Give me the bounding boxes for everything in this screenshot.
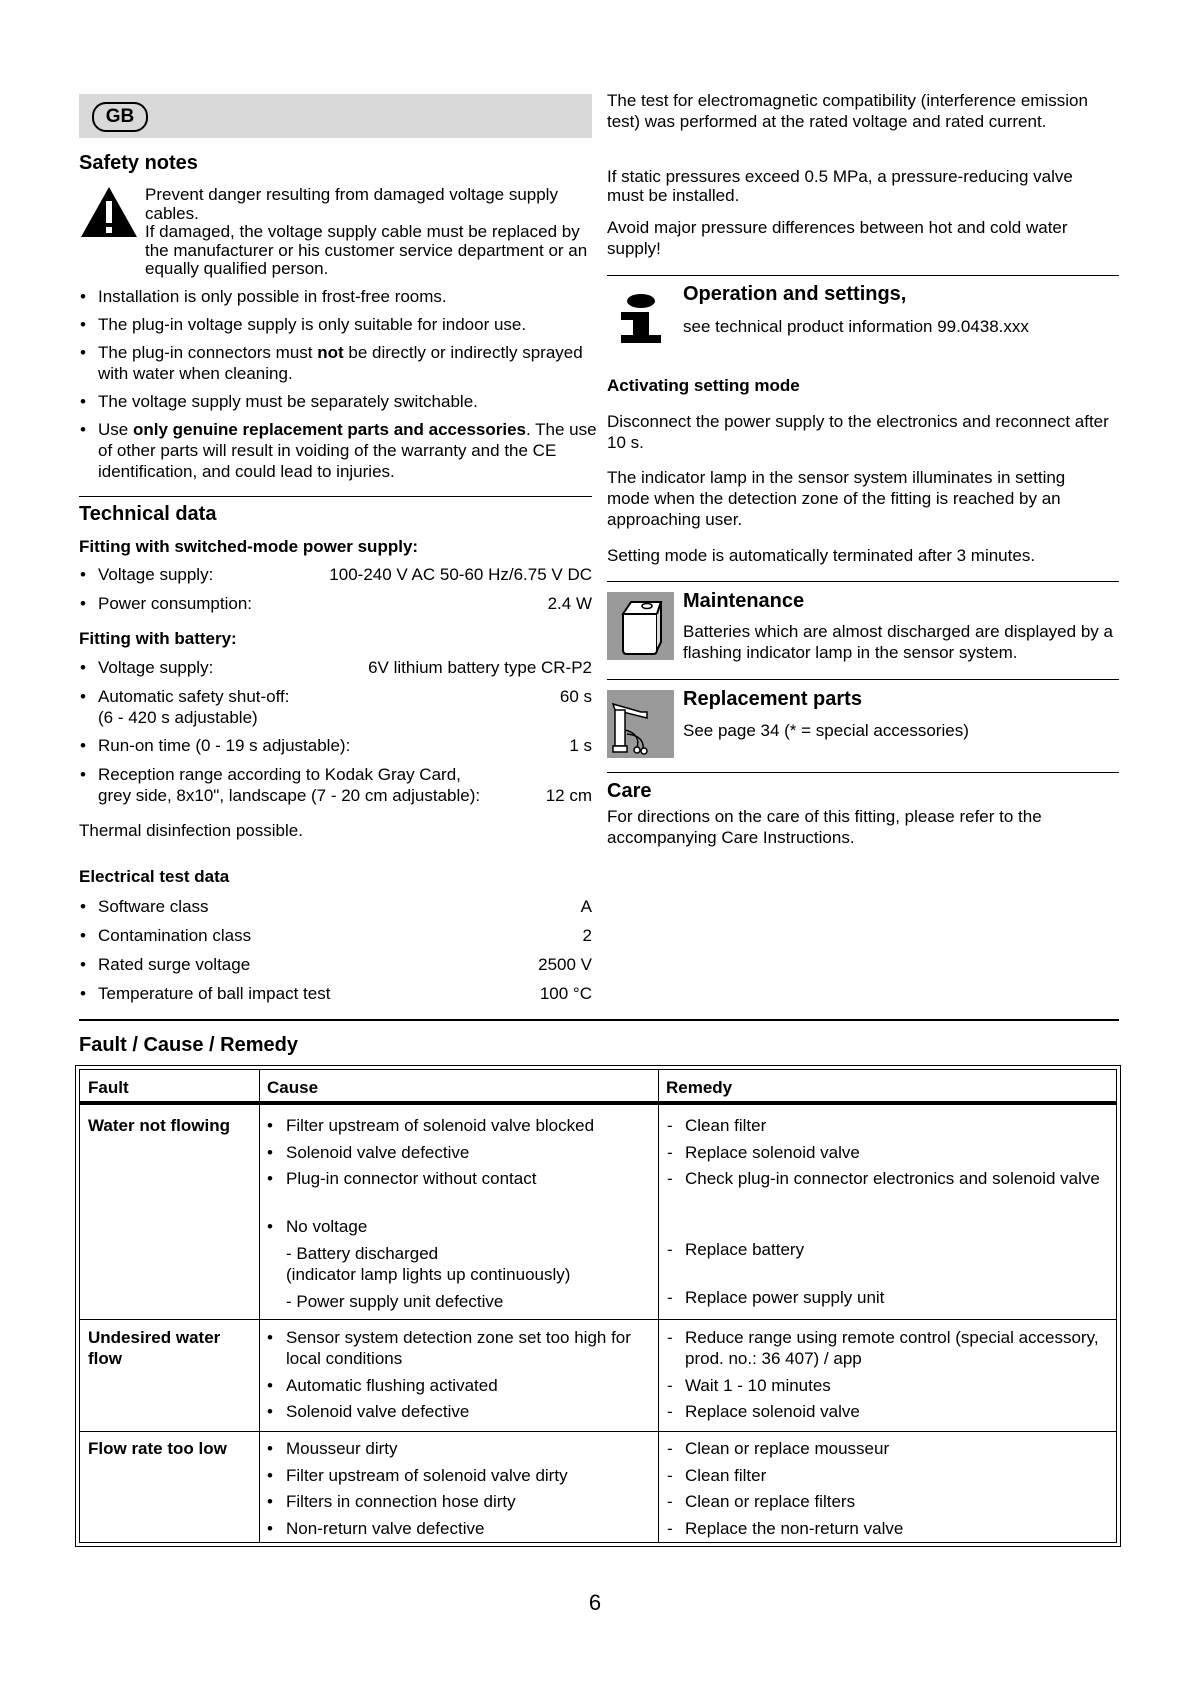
text-span: The plug-in connectors must — [98, 343, 318, 362]
cause-item: • Filter upstream of solenoid valve blocked — [267, 1115, 661, 1136]
remedy-item: - Reduce range using remote control (special accessory, prod. no.: 36 407) / app — [666, 1327, 1105, 1369]
divider — [79, 1019, 1119, 1021]
safety-bullet: • The plug-in voltage supply is only suitable for indoor use. — [79, 314, 598, 335]
remedy-item: - Replace solenoid valve — [666, 1401, 1105, 1422]
divider — [607, 679, 1119, 680]
spec-row — [79, 954, 592, 975]
cause-item: • Filter upstream of solenoid valve dirty — [267, 1465, 661, 1486]
spec-row — [79, 686, 592, 728]
pressure-difference-note: Avoid major pressure differences between hot and cold water supply! — [607, 218, 1068, 258]
remedy-item: - Replace solenoid valve — [666, 1142, 1105, 1163]
activating-text: Disconnect the power supply to the electronics and reconnect after 10 s. — [607, 412, 1109, 452]
spec-row — [79, 564, 592, 585]
cause-item: • No voltage — [267, 1216, 661, 1237]
text-span: . The use of other parts will result in voiding of the warranty and the CE identification, and could lead to injuries. — [98, 420, 597, 481]
cause-item: • Automatic flushing activated — [267, 1375, 661, 1396]
activating-text: Setting mode is automatically terminated after 3 minutes. — [607, 546, 1036, 565]
maintenance-title: Maintenance — [683, 590, 805, 612]
spec-label: Voltage supply: — [98, 658, 214, 677]
spec-label: Temperature of ball impact test — [98, 984, 331, 1003]
bold-span: only genuine replacement parts and accessories — [132, 420, 527, 439]
divider — [607, 581, 1119, 582]
faucet-icon — [607, 690, 674, 758]
safety-bullet-connectors — [79, 342, 598, 384]
remedy-item: - Replace power supply unit — [666, 1287, 1105, 1308]
spec-row — [79, 764, 592, 806]
spec-value: 12 cm — [545, 786, 592, 805]
row-divider — [80, 1431, 1116, 1432]
header-fault: Fault — [88, 1078, 129, 1097]
pressure-note: If static pressures exceed 0.5 MPa, a pressure-reducing valve must be installed. — [607, 167, 1073, 205]
cause-item: • Plug-in connector without contact — [267, 1168, 661, 1189]
replacement-parts-title: Replacement parts — [683, 688, 862, 710]
fault-cell: Water not flowing — [88, 1116, 230, 1135]
fault-table-title: Fault / Cause / Remedy — [79, 1034, 298, 1056]
remedy-item: - Replace battery — [666, 1239, 1105, 1260]
remedy-item: - Clean filter — [666, 1115, 1105, 1136]
safety-notes-title: Safety notes — [79, 152, 198, 174]
safety-bullet: • The voltage supply must be separately switchable. — [79, 391, 598, 412]
spec-row — [79, 925, 592, 946]
cause-item: • Mousseur dirty — [267, 1438, 661, 1459]
fault-table — [75, 1065, 1121, 1547]
row-divider — [80, 1319, 1116, 1320]
text-span: Use — [98, 420, 133, 439]
cause-subitem: - Power supply unit defective — [286, 1292, 504, 1311]
warning-icon — [79, 185, 139, 239]
remedy-item: - Replace the non-return valve — [666, 1518, 1105, 1539]
replacement-parts-text: See page 34 (* = special accessories) — [683, 721, 969, 740]
spec-label-2: grey side, 8x10", landscape (7 - 20 cm adjustable): — [98, 786, 481, 805]
spec-row — [79, 983, 592, 1004]
spec-label: Power consumption: — [98, 594, 253, 613]
spec-label-2: (6 - 420 s adjustable) — [98, 708, 258, 727]
maintenance-text: Batteries which are almost discharged are displayed by a flashing indicator lamp in the sensor system. — [683, 622, 1113, 662]
spec-value: A — [580, 897, 592, 916]
divider — [79, 496, 592, 497]
operation-settings-text: see technical product information 99.0438.xxx — [683, 317, 1029, 336]
fault-cell: Undesired water flow — [88, 1328, 221, 1368]
activating-setting-mode-title: Activating setting mode — [607, 376, 800, 395]
cause-item: • Non-return valve defective — [267, 1518, 661, 1539]
fault-table-grid — [79, 1069, 1117, 1543]
safety-bullet: • Installation is only possible in frost-free rooms. — [79, 286, 598, 307]
electrical-test-title: Electrical test data — [79, 867, 230, 886]
care-title: Care — [607, 780, 652, 802]
spec-row — [79, 896, 592, 917]
activating-text: The indicator lamp in the sensor system illuminates in setting mode when the detection zone of the fitting is reached by an approaching user. — [607, 468, 1066, 529]
header-divider — [80, 1101, 1116, 1105]
spec-value: 6V lithium battery type CR-P2 — [368, 658, 592, 677]
cause-item: • Sensor system detection zone set too high for local conditions — [267, 1327, 661, 1369]
cause-item: • Solenoid valve defective — [267, 1401, 661, 1422]
spec-value: 2.4 W — [547, 594, 592, 613]
remedy-item: - Clean filter — [666, 1465, 1105, 1486]
language-badge: GB — [92, 102, 148, 132]
spec-value: 2 — [582, 926, 592, 945]
spec-label: Voltage supply: — [98, 565, 214, 584]
thermal-note: Thermal disinfection possible. — [79, 821, 303, 840]
safety-bullet-parts — [79, 419, 598, 482]
cause-item: • Solenoid valve defective — [267, 1142, 661, 1163]
divider — [607, 275, 1119, 276]
emc-note: The test for electromagnetic compatibility (interference emission test) was performed at the rated voltage and rated current. — [607, 91, 1088, 131]
page-number: 6 — [588, 1590, 602, 1615]
battery-title: Fitting with battery: — [79, 629, 237, 648]
battery-icon — [607, 592, 674, 660]
care-text: For directions on the care of this fitting, please refer to the accompanying Care Instructions. — [607, 807, 1042, 847]
header-remedy: Remedy — [666, 1078, 733, 1097]
spec-label: Reception range according to Kodak Gray Card, — [98, 765, 461, 784]
spec-label: Contamination class — [98, 926, 252, 945]
text-span: be directly or indirectly sprayed with water when cleaning. — [98, 343, 583, 383]
spec-label: Rated surge voltage — [98, 955, 251, 974]
spec-value: 60 s — [559, 687, 592, 706]
spec-value: 100-240 V AC 50-60 Hz/6.75 V DC — [329, 565, 592, 584]
technical-data-title: Technical data — [79, 503, 217, 525]
remedy-item: - Wait 1 - 10 minutes — [666, 1375, 1105, 1396]
divider — [607, 772, 1119, 773]
spec-value: 100 °C — [539, 984, 592, 1003]
info-icon — [613, 293, 668, 348]
remedy-item: - Check plug-in connector electronics and solenoid valve — [666, 1168, 1105, 1189]
spec-row — [79, 593, 592, 614]
spec-label: Software class — [98, 897, 209, 916]
header-cause: Cause — [267, 1078, 319, 1097]
column-divider — [259, 1070, 260, 1542]
safety-warning-text: Prevent danger resulting from damaged voltage supply cables. If damaged, the voltage supply cable must be replaced by the manufacturer or his customer service department or an equally qualified person. — [145, 185, 588, 278]
spec-label: Run-on time (0 - 19 s adjustable): — [98, 736, 351, 755]
cause-subitem: - Battery discharged (indicator lamp lights up continuously) — [286, 1244, 571, 1284]
switched-supply-title: Fitting with switched-mode power supply: — [79, 537, 419, 556]
language-bar — [79, 94, 592, 138]
cause-item: • Filters in connection hose dirty — [267, 1491, 661, 1512]
spec-label: Automatic safety shut-off: — [98, 687, 290, 706]
spec-row — [79, 657, 592, 678]
spec-value: 1 s — [569, 736, 592, 755]
operation-settings-title: Operation and settings, — [683, 283, 907, 305]
bold-span: not — [317, 343, 344, 362]
spec-row — [79, 735, 592, 756]
spec-value: 2500 V — [538, 955, 592, 974]
remedy-item: - Clean or replace filters — [666, 1491, 1105, 1512]
remedy-item: - Clean or replace mousseur — [666, 1438, 1105, 1459]
fault-cell: Flow rate too low — [88, 1439, 227, 1458]
